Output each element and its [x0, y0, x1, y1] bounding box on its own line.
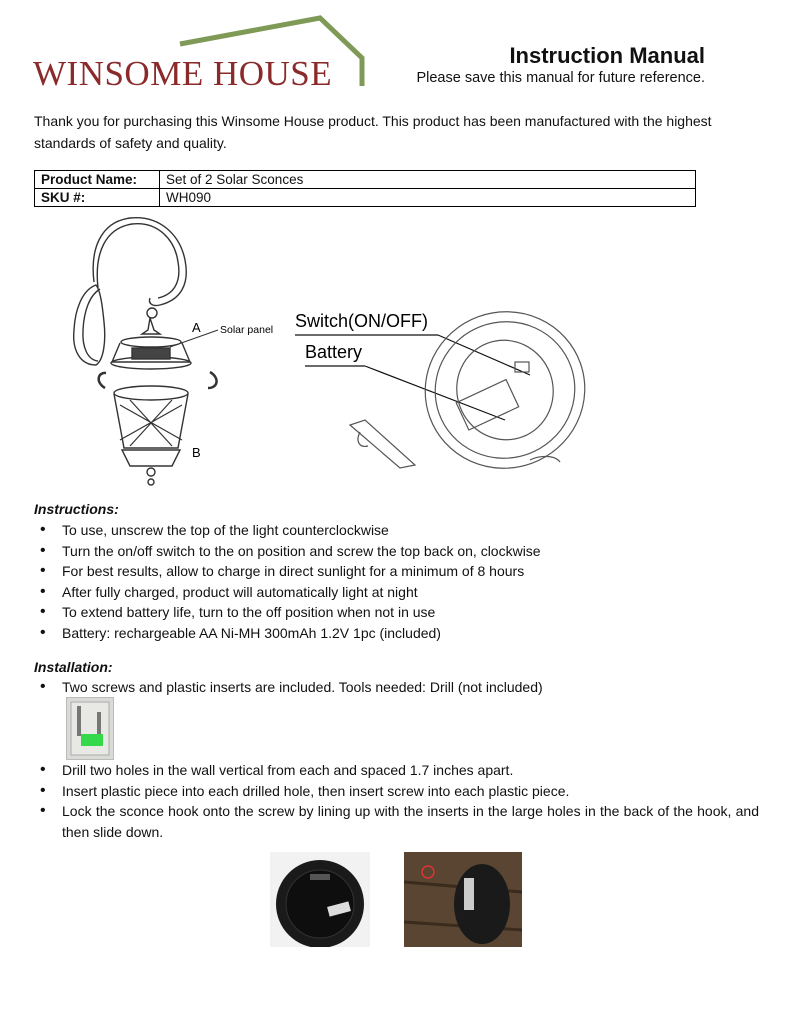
page-subtitle: Please save this manual for future reference. [416, 70, 705, 86]
sku-label: SKU #: [35, 189, 160, 207]
list-item: • Lock the sconce hook onto the screw by lining up with the inserts in the large holes in the back of the hook, and then slide down. [34, 801, 759, 842]
label-battery: Battery [305, 342, 363, 362]
intro-text: Thank you for purchasing this Winsome House product. This product has been manufactured with the highest standards of safety and quality. [34, 113, 712, 151]
list-item: • Turn the on/off switch to the on position and screw the top back on, clockwise [34, 541, 774, 562]
list-item: • After fully charged, product will automatically light at night [34, 582, 774, 603]
product-name-value: Set of 2 Solar Sconces [160, 171, 696, 189]
label-switch: Switch(ON/OFF) [295, 311, 428, 331]
list-item: • Two screws and plastic inserts are included. Tools needed: Drill (not included) [34, 677, 774, 698]
sconce-mounted-photo-icon [404, 852, 522, 947]
table-row [35, 171, 696, 189]
list-item: • Insert plastic piece into each drilled hole, then insert screw into each plastic piece. [34, 781, 759, 802]
rotate-left-arrow [99, 373, 106, 388]
lantern-body-b [114, 386, 188, 400]
battery-compartment-base [403, 289, 600, 490]
instructions-list [34, 520, 774, 643]
sconce-diagram [60, 210, 600, 495]
list-item: • To extend battery life, turn to the off position when not in use [34, 602, 774, 623]
page-title: Instruction Manual [509, 43, 705, 68]
label-solar-panel: Solar panel [220, 324, 274, 336]
light-top-a [142, 318, 160, 334]
hardware-bag-image [66, 697, 114, 760]
product-info-table [34, 170, 696, 207]
table-row [35, 189, 696, 207]
brand-logo [30, 14, 370, 94]
sconce-back-photo-icon [270, 852, 370, 947]
list-item: • Drill two holes in the wall vertical from each and spaced 1.7 inches apart. [34, 760, 759, 781]
photo-sconce-back [270, 852, 370, 947]
instructions-heading: Instructions: [34, 501, 119, 517]
installation-list [34, 760, 759, 842]
photo-sconce-mounted [404, 852, 522, 947]
product-name-label: Product Name: [35, 171, 160, 189]
wall-plate [74, 285, 105, 365]
list-item: • For best results, allow to charge in direct sunlight for a minimum of 8 hours [34, 561, 774, 582]
list-item: • Battery: rechargeable AA Ni-MH 300mAh 1.2V 1pc (included) [34, 623, 774, 644]
list-item: • To use, unscrew the top of the light counterclockwise [34, 520, 774, 541]
brand-name: WINSOME HOUSE [33, 54, 333, 93]
installation-list-first [34, 677, 774, 698]
screws-inserts-icon [67, 698, 113, 759]
sku-value: WH090 [160, 189, 696, 207]
label-a: A [192, 320, 201, 335]
label-b: B [192, 445, 201, 460]
hook-arm [93, 218, 186, 306]
installation-heading: Installation: [34, 659, 113, 675]
